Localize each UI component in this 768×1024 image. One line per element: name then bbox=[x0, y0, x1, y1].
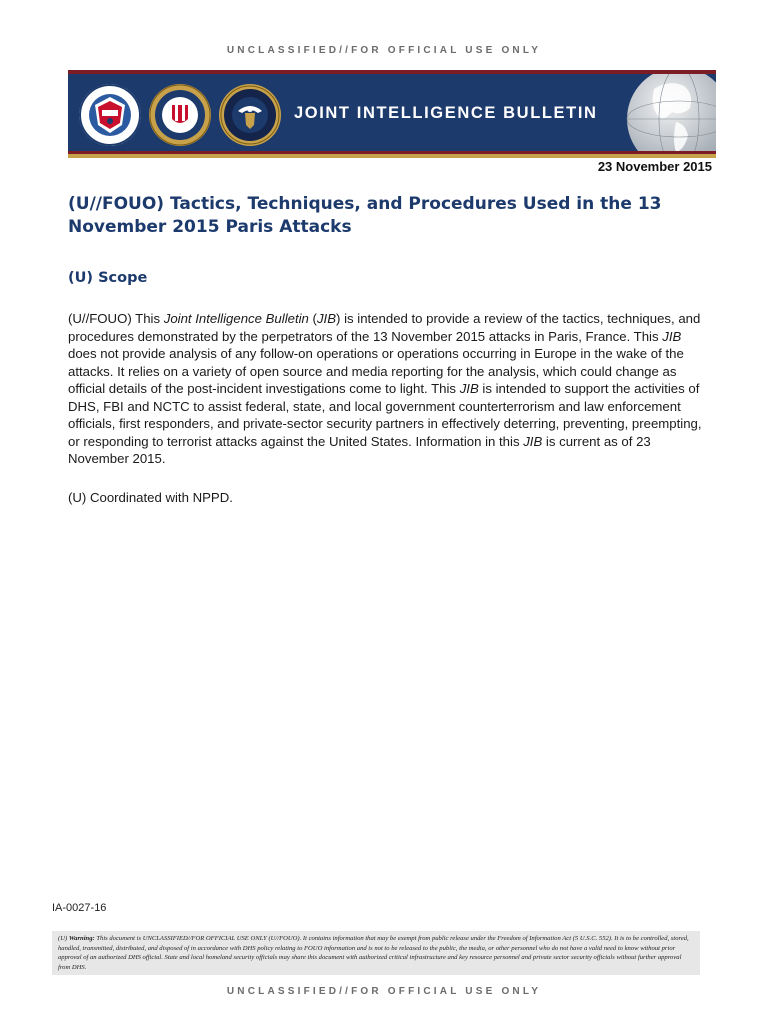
banner-title: JOINT INTELLIGENCE BULLETIN bbox=[294, 104, 598, 122]
bulletin-banner bbox=[68, 70, 716, 158]
classification-marking-bottom: UNCLASSIFIED//FOR OFFICIAL USE ONLY bbox=[226, 986, 542, 997]
dhs-seal-icon bbox=[78, 83, 142, 147]
bulletin-date: 23 November 2015 bbox=[597, 159, 712, 174]
document-title: (U//FOUO) Tactics, Techniques, and Procedures Used in the 13 November 2015 Paris Attacks bbox=[68, 194, 662, 237]
scope-heading: (U) Scope bbox=[68, 270, 148, 286]
warning-notice: (U) Warning: This document is UNCLASSIFIED//FOR OFFICIAL USE ONLY (U//FOUO). It contains information that may be exempt from public release under the Freedom of Information Act (5 U.S.C. 552). It is to be controlled, stored, handled, transmitted, distributed, and disposed of in accordance with DHS policy relating to FOUO information and is not to be released to the public, the media, or other personnel who do not have a valid need to know without prior approval of an authorized DHS official. State and local homeland security officials may share this document with authorized critical infrastructure and key resource personnel and private sector security officials without further approval from DHS. bbox=[52, 931, 700, 975]
fbi-seal-icon bbox=[148, 83, 212, 147]
coordination-note: (U) Coordinated with NPPD. bbox=[68, 490, 233, 505]
globe-icon bbox=[624, 70, 716, 158]
scope-paragraph: (U//FOUO) This Joint Intelligence Bulletin (JIB) is intended to provide a review of the tactics, techniques, and procedures demonstrated by the perpetrators of the 13 November 2015 attacks in Paris, France. This JIB does not provide analysis of any follow-on operations or operations occurring in Europe in the wake of the attacks. It relies on a variety of open source and media reporting for the analysis, which could change as official details of the post-incident investigations come to light. This JIB is intended to support the activities of DHS, FBI and NCTC to assist federal, state, and local government counterterrorism and law enforcement officials, first responders, and private-sector security partners in effectively deterring, preventing, preempting, or responding to terrorist attacks against the United States. Information in this JIB is current as of 23 November 2015. bbox=[68, 311, 702, 466]
classification-marking-top: UNCLASSIFIED//FOR OFFICIAL USE ONLY bbox=[226, 45, 542, 56]
nctc-seal-icon bbox=[218, 83, 282, 147]
document-id: IA-0027-16 bbox=[52, 902, 107, 914]
